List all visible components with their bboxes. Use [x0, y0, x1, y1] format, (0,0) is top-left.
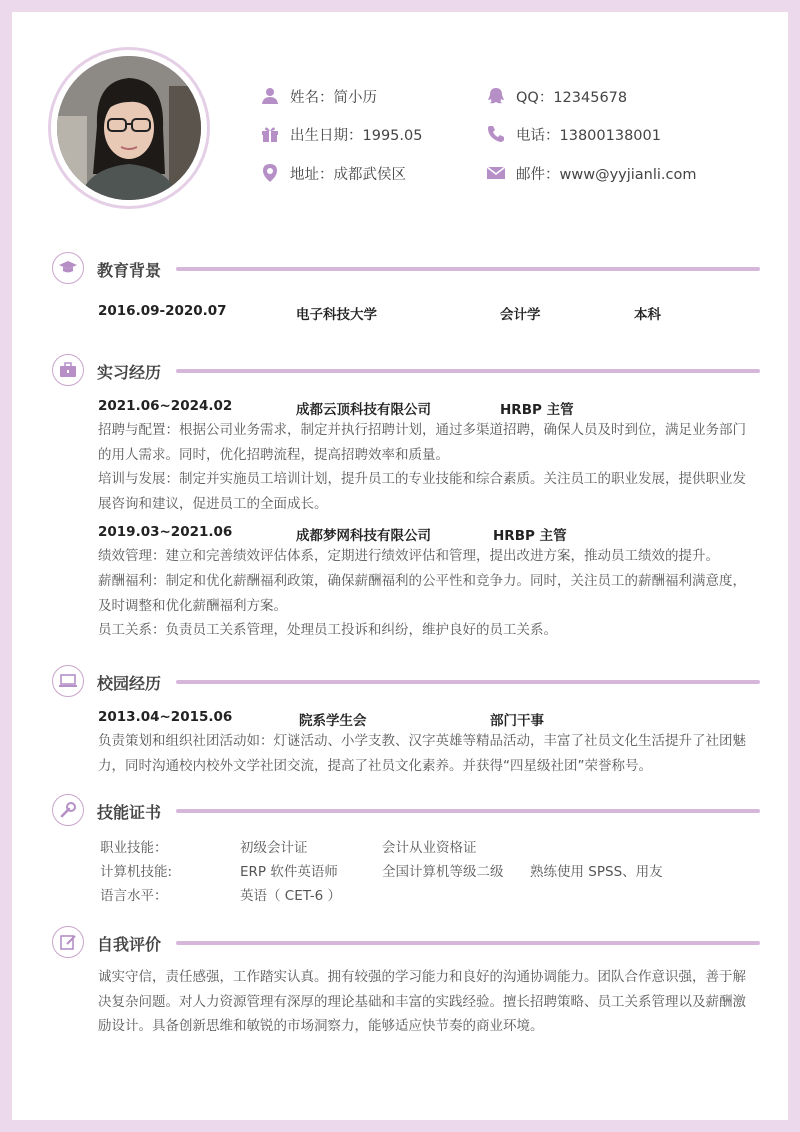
qq-icon	[486, 86, 506, 106]
campus-role: 部门干事	[490, 713, 544, 729]
section-skills	[52, 794, 760, 828]
education-degree: 本科	[634, 307, 661, 323]
phone-label: 电话：13800138001	[516, 127, 661, 144]
graduation-cap-icon	[52, 252, 84, 284]
job-description: 绩效管理：建立和完善绩效评估体系，定期进行绩效评估和管理，提出改进方案，推动员工绩效的提升。	[98, 548, 719, 564]
education-major: 会计学	[500, 307, 541, 323]
section-education	[52, 252, 760, 286]
skill-item: ERP 软件英语师	[240, 864, 338, 880]
birth-label: 出生日期：1995.05	[290, 127, 423, 144]
campus-period: 2013.04~2015.06	[98, 709, 233, 725]
skill-label: 语言水平：	[100, 888, 168, 904]
mail-icon	[486, 163, 506, 183]
section-divider	[176, 369, 760, 373]
section-title: 技能证书	[97, 803, 162, 822]
skill-item: 初级会计证	[240, 840, 308, 856]
avatar	[57, 56, 201, 200]
education-period: 2016.09-2020.07	[98, 303, 227, 319]
section-title: 教育背景	[97, 261, 162, 280]
section-divider	[176, 267, 760, 271]
skill-item: 英语（ CET-6 ）	[240, 888, 342, 904]
job-role: HRBP 主管	[500, 402, 574, 418]
job-description: 培训与发展：制定并实施员工培训计划，提升员工的专业技能和综合素质。关注员工的职业发展，提供职业发展咨询和建议，促进员工的全面成长。	[98, 471, 746, 512]
info-qq	[486, 84, 627, 108]
info-birth	[260, 122, 422, 146]
job-company: 成都云顶科技有限公司	[296, 402, 431, 418]
job-description: 招聘与配置：根据公司业务需求，制定并执行招聘计划，通过多渠道招聘，确保人员及时到位，满足业务部门的用人需求。同时，优化招聘流程，提高招聘效率和质量。	[98, 422, 746, 463]
user-icon	[260, 86, 280, 106]
education-school: 电子科技大学	[296, 307, 377, 323]
section-campus	[52, 665, 760, 699]
info-email	[486, 161, 697, 185]
job-period: 2019.03~2021.06	[98, 524, 233, 540]
skill-label: 计算机技能:	[100, 864, 173, 880]
info-phone	[486, 122, 661, 146]
section-title: 自我评价	[97, 935, 162, 954]
phone-icon	[486, 124, 506, 144]
job-company: 成都梦网科技有限公司	[296, 528, 431, 544]
section-title: 实习经历	[97, 363, 162, 382]
name-label: 姓名：简小历	[290, 89, 377, 106]
qq-label: QQ：12345678	[516, 89, 628, 106]
info-address	[260, 161, 406, 185]
wrench-icon	[52, 794, 84, 826]
avatar-photo	[57, 56, 201, 200]
self-evaluation-text: 诚实守信，责任感强，工作踏实认真。拥有较强的学习能力和良好的沟通协调能力。团队合作意识强，善于解决复杂问题。对人力资源管理有深厚的理论基础和丰富的实践经验。擅长招聘策略、员工关系管理以及薪酬激励设计。具备创新思维和敏锐的市场洞察力，能够适应快节奏的商业环境。	[98, 969, 746, 1034]
resume-page	[12, 12, 788, 1120]
section-internship	[52, 354, 760, 388]
info-name	[260, 84, 377, 108]
skill-item: 全国计算机等级二级	[382, 864, 504, 880]
section-divider	[176, 941, 760, 945]
location-icon	[260, 163, 280, 183]
job-period: 2021.06~2024.02	[98, 398, 233, 414]
job-description: 员工关系：负责员工关系管理，处理员工投诉和纠纷，维护良好的员工关系。	[98, 622, 557, 638]
laptop-icon	[52, 665, 84, 697]
section-self-evaluation	[52, 926, 760, 960]
address-label: 地址：成都武侯区	[290, 166, 406, 183]
job-description: 薪酬福利：制定和优化薪酬福利政策，确保薪酬福利的公平性和竞争力。同时，关注员工的薪酬福利满意度，及时调整和优化薪酬福利方案。	[98, 573, 746, 614]
section-divider	[176, 680, 760, 684]
email-label: 邮件：www@yyjianli.com	[516, 166, 697, 183]
campus-description: 负责策划和组织社团活动如：灯谜活动、小学支教、汉字英雄等精品活动，丰富了社员文化生活提升了社团魅力，同时沟通校内校外文学社团交流，提高了社员文化素养。并获得“四星级社团”荣誉称号。	[98, 733, 746, 774]
gift-icon	[260, 124, 280, 144]
skill-label: 职业技能：	[100, 840, 168, 856]
campus-org: 院系学生会	[299, 713, 367, 729]
briefcase-icon	[52, 354, 84, 386]
skill-item: 会计从业资格证	[382, 840, 477, 856]
section-divider	[176, 809, 760, 813]
job-role: HRBP 主管	[493, 528, 567, 544]
section-title: 校园经历	[97, 674, 162, 693]
skill-item: 熟练使用 SPSS、用友	[530, 864, 663, 880]
avatar-frame	[48, 47, 210, 209]
edit-icon	[52, 926, 84, 958]
